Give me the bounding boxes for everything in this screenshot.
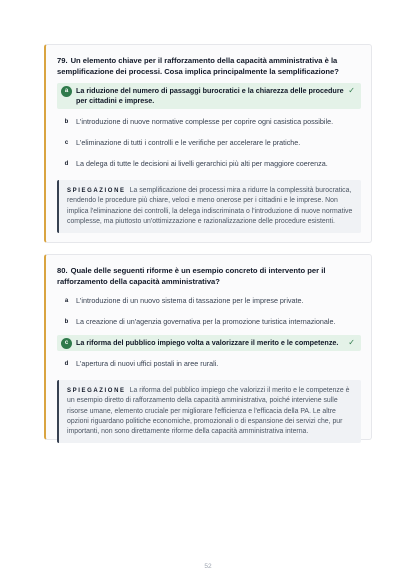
answer-option[interactable] [57, 135, 361, 151]
question-body: Quale delle seguenti riforme è un esempio concreto di intervento per il rafforzamento della capacità amministrativa? [57, 266, 326, 286]
page-number: 52 [204, 563, 212, 570]
option-letter: b [64, 118, 69, 125]
question-card [44, 254, 372, 440]
question-body: Un elemento chiave per il rafforzamento della capacità amministrativa è la semplificazione dei processi. Cosa implica principalmente la semplificazione? [57, 56, 339, 76]
option-letter: b [64, 318, 69, 325]
option-text: La riduzione del numero di passaggi burocratici e la chiarezza delle procedure per cittadini e imprese. [76, 85, 344, 105]
answer-option[interactable] [57, 314, 361, 330]
answer-option[interactable] [57, 114, 361, 130]
option-letter: d [64, 160, 69, 167]
option-text: La delega di tutte le decisioni ai livelli gerarchici più alti per maggiore coerenza. [76, 158, 328, 168]
answer-option-correct[interactable] [57, 83, 361, 109]
option-text: L'apertura di nuovi uffici postali in aree rurali. [76, 358, 219, 368]
explanation-box [57, 380, 361, 443]
check-icon: ✓ [348, 86, 355, 95]
option-letter: a [64, 297, 69, 304]
explanation-label: SPIEGAZIONE [67, 388, 126, 394]
question-number: 79. [57, 56, 68, 65]
option-letter: d [64, 360, 69, 367]
option-letter-badge: a [61, 86, 72, 97]
explanation-label: SPIEGAZIONE [67, 188, 126, 194]
question-number: 80. [57, 266, 68, 275]
option-text: L'introduzione di un nuovo sistema di tassazione per le imprese private. [76, 295, 304, 305]
option-text: La creazione di un'agenzia governativa per la promozione turistica internazionale. [76, 316, 336, 326]
option-letter: c [64, 139, 69, 146]
option-text: L'introduzione di nuove normative complesse per coprire ogni casistica possibile. [76, 116, 334, 126]
explanation-text: La riforma del pubblico impiego che valorizzi il merito e le competenze è un esempio diretto di rafforzamento della capacità amministrativa, poiché interviene sulle risorse umane, elemento cruciale per migliorare l'efficienza e l'efficacia della PA. Le altre opzioni riguardano politiche economiche, promozionali o di espansione dei servizi che, pur importanti, non sono direttamente riforme della capacità amministrativa interna. [67, 387, 350, 436]
explanation-box [57, 180, 361, 233]
answer-option[interactable] [57, 156, 361, 172]
check-icon: ✓ [348, 338, 355, 347]
option-text: L'eliminazione di tutti i controlli e le verifiche per accelerare le pratiche. [76, 137, 301, 147]
question-card [44, 44, 372, 243]
question-text [57, 55, 361, 77]
answer-option-correct[interactable] [57, 335, 361, 351]
option-text: La riforma del pubblico impiego volta a valorizzare il merito e le competenze. [76, 337, 339, 347]
answer-option[interactable] [57, 293, 361, 309]
explanation-text: La semplificazione dei processi mira a ridurre la complessità burocratica, rendendo le procedure più chiare, veloci e meno onerose per i cittadini e le imprese. Non implica l'eliminazione dei controlli, la delega indiscriminata o l'introduzione di nuove normative complesse, ma piuttosto un'ottimizzazione e razionalizzazione delle procedure esistenti. [67, 187, 353, 225]
option-letter-badge: c [61, 338, 72, 349]
answer-option[interactable] [57, 356, 361, 372]
question-text [57, 265, 361, 287]
